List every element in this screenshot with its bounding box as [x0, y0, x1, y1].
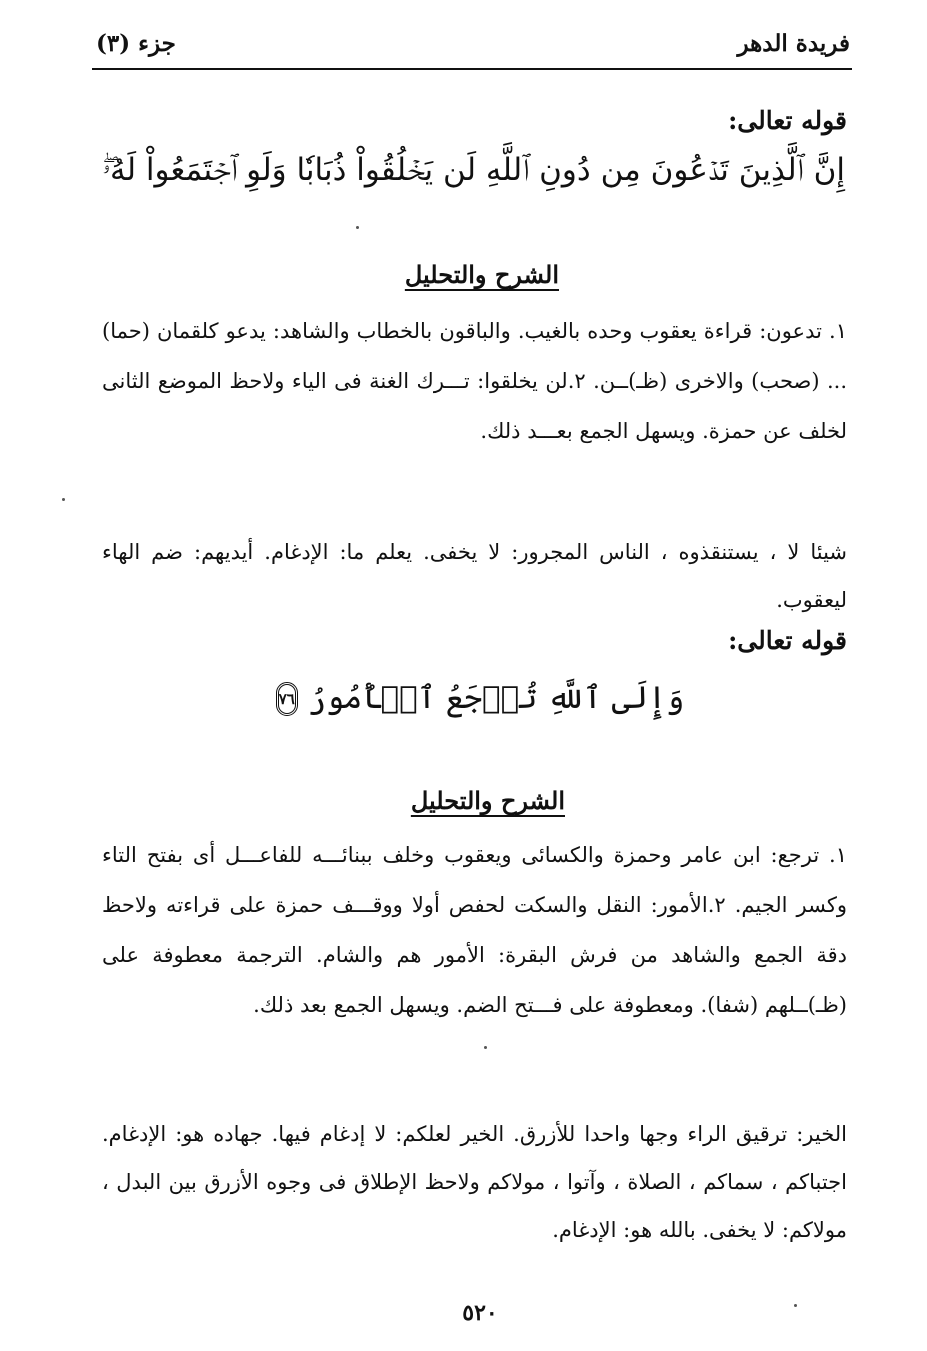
explanation-paragraph: ١. تدعون: قراءة يعقوب وحده بالغيب. والباقون بالخطاب والشاهد: يدعو كلقمان (حما) ... (صحب) والاخرى (ظـ)ــن. ٢.لن يخلقوا: تـــرك الغنة فى الياء ولاحظ الموضع الثانى لخلف عن حمزة. ويسهل الجمع بعـــد ذلك.	[102, 319, 847, 443]
section-heading: الشرح والتحليل	[404, 260, 559, 289]
verse-intro-label: قوله تعالى:	[728, 626, 847, 655]
book-title: فريدة الدهر	[737, 30, 850, 57]
quran-verse: إِنَّ ٱلَّذِينَ تَدۡعُونَ مِن دُونِ ٱللَّهِ لَن يَخۡلُقُواْ ذُبَابٗا وَلَوِ ٱجۡتَمَعُواْ لَهُۥۖ	[102, 152, 845, 188]
page-number: ٥٢٠	[462, 1300, 498, 1326]
scan-speck	[356, 226, 359, 229]
note-paragraph: الخير: ترقيق الراء وجها واحدا للأزرق. الخير لعلكم: لا إدغام فيها. جهاده هو: الإدغام. اجتباكم ، سماكم ، الصلاة ، وآتوا ، مولاكم ولاحظ الإطلاق فى وجوه الأزرق بين البدل ، مولاكم: لا يخفى. بالله هو: الإدغام.	[102, 1122, 847, 1242]
ayah-number-ornament: ٧٦	[276, 682, 298, 716]
scan-speck	[62, 498, 65, 501]
note-paragraph: شيئا لا ، يستنقذوه ، الناس المجرور: لا يخفى. يعلم ما: الإدغام. أيديهم: ضم الهاء ليعقوب.	[102, 540, 848, 612]
section-heading: الشرح والتحليل	[410, 786, 565, 815]
explanation-paragraph: ١. ترجع: ابن عامر وحمزة والكسائى ويعقوب وخلف ببنائـــه للفاعـــل أى بفتح التاء وكسر الجيم. ٢.الأمور: النقل والسكت لحفص أولا ووقـــف حمزة على قراءته ولاحظ دقة الجمع والشاهد من فرش البقرة: الأمور هم والشام. الترجمة معطوفة على (ظـ)ــلهم (شفا). ومعطوفة على فـــتح الضم. ويسهل الجمع بعد ذلك.	[102, 843, 847, 1017]
running-header	[92, 28, 852, 70]
quran-verse	[278, 680, 685, 717]
part-label: جزء (٣)	[96, 30, 176, 57]
verse-text: وَإِلَى ٱللَّهِ تُرۡجَعُ ٱلۡأُمُورُ	[307, 680, 685, 716]
scan-speck	[484, 1046, 487, 1049]
scan-speck	[794, 1304, 797, 1307]
verse-intro-label: قوله تعالى:	[728, 106, 847, 135]
